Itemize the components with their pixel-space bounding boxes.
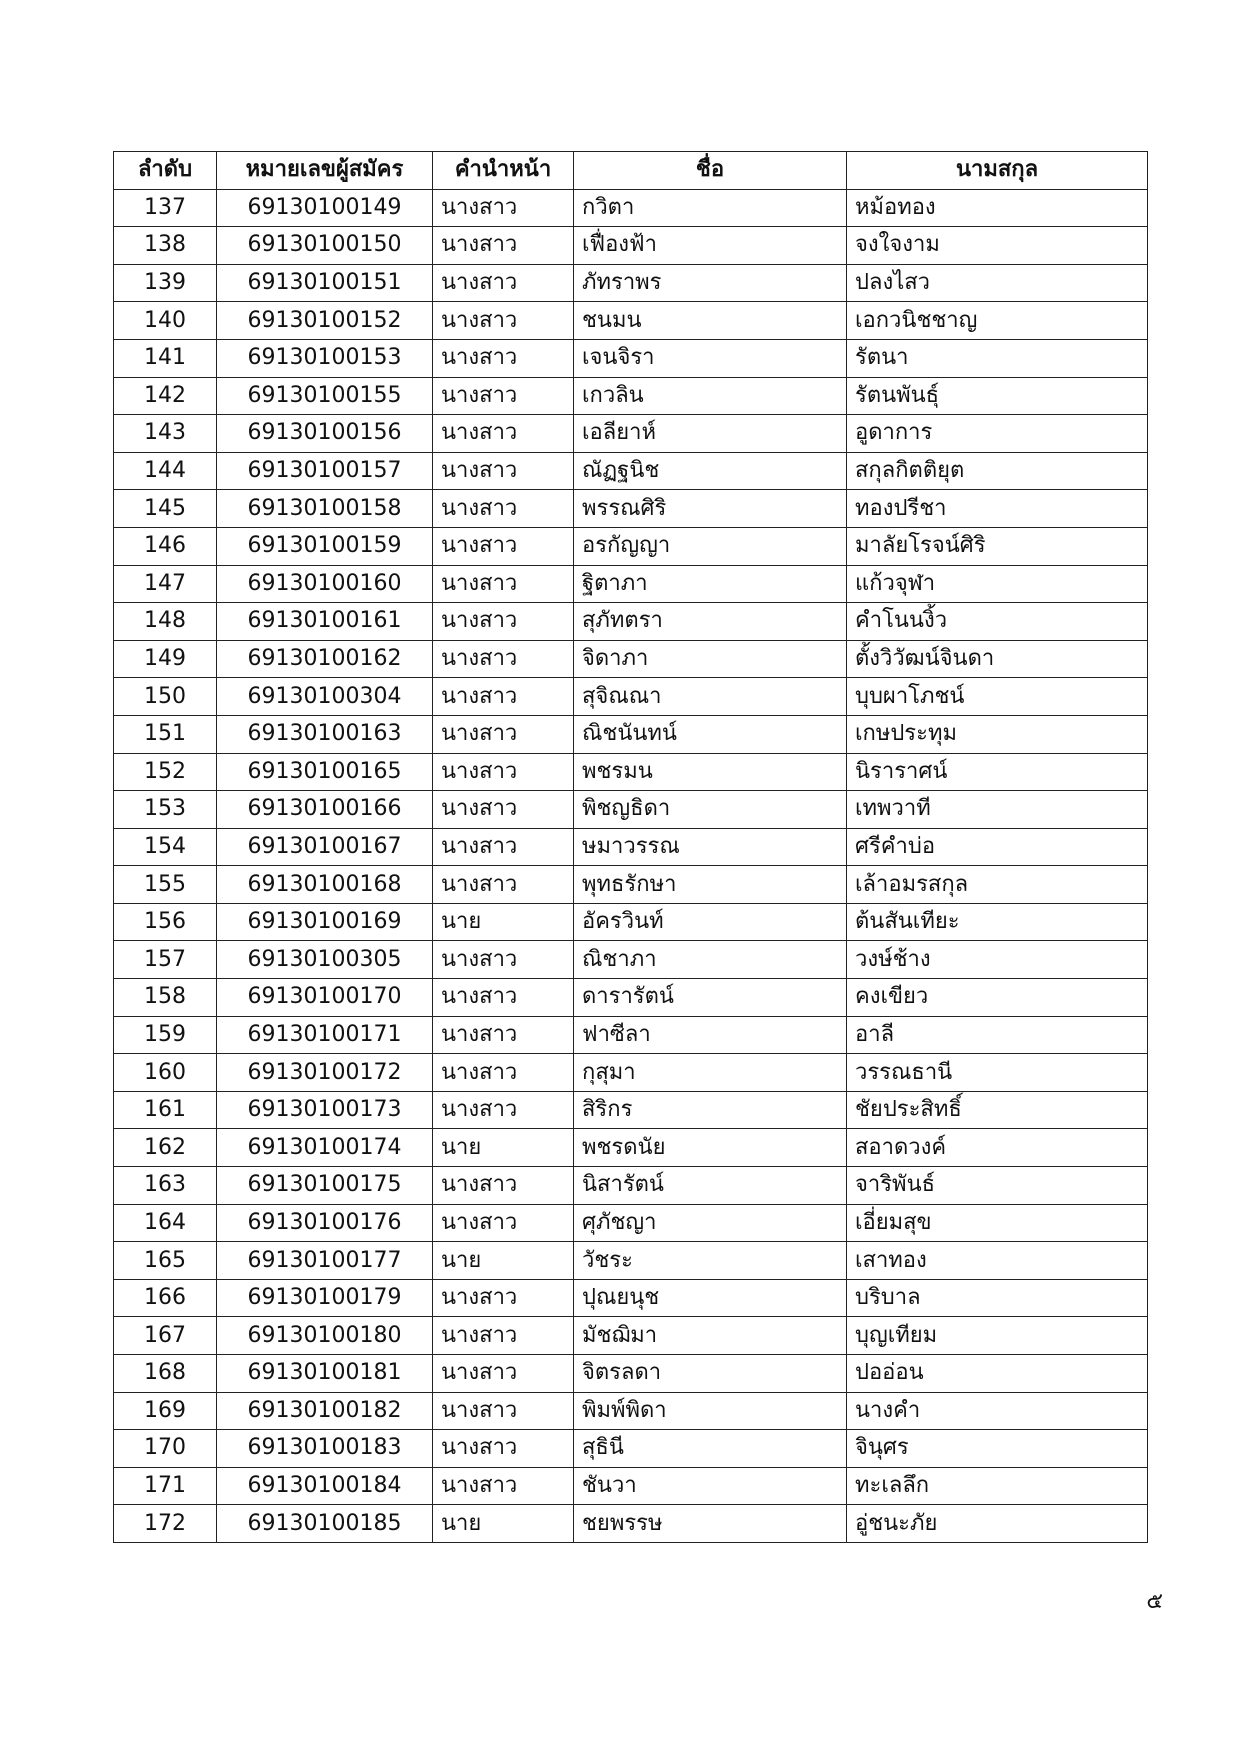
cell-applicant-number: 69130100182 (217, 1392, 433, 1430)
cell-applicant-number: 69130100181 (217, 1355, 433, 1393)
cell-order: 161 (114, 1091, 217, 1129)
cell-applicant-number: 69130100168 (217, 866, 433, 904)
cell-last-name: รัตนพันธุ์ (847, 377, 1148, 415)
cell-last-name: บุญเทียม (847, 1317, 1148, 1355)
cell-title: นางสาว (433, 1279, 574, 1317)
table-row (114, 753, 1148, 791)
cell-first-name: ณัฏฐนิช (574, 452, 847, 490)
cell-order: 158 (114, 979, 217, 1017)
cell-applicant-number: 69130100175 (217, 1167, 433, 1205)
cell-first-name: พิชญธิดา (574, 791, 847, 829)
cell-title: นางสาว (433, 1392, 574, 1430)
cell-first-name: จิดาภา (574, 640, 847, 678)
table-row (114, 1279, 1148, 1317)
cell-order: 138 (114, 227, 217, 265)
cell-applicant-number: 69130100185 (217, 1505, 433, 1543)
cell-title: นาย (433, 1505, 574, 1543)
cell-first-name: ปุณยนุช (574, 1279, 847, 1317)
cell-last-name: เอกวนิชชาญ (847, 302, 1148, 340)
applicant-table (113, 151, 1148, 1543)
cell-title: นางสาว (433, 1054, 574, 1092)
cell-order: 152 (114, 753, 217, 791)
table-row (114, 1016, 1148, 1054)
table-row (114, 941, 1148, 979)
cell-title: นางสาว (433, 527, 574, 565)
cell-first-name: เอลียาห์ (574, 415, 847, 453)
cell-first-name: เฟื่องฟ้า (574, 227, 847, 265)
cell-applicant-number: 69130100169 (217, 903, 433, 941)
table-row (114, 452, 1148, 490)
cell-order: 159 (114, 1016, 217, 1054)
cell-title: นางสาว (433, 603, 574, 641)
cell-last-name: หม้อทอง (847, 189, 1148, 227)
cell-last-name: ปลงไสว (847, 264, 1148, 302)
cell-applicant-number: 69130100304 (217, 678, 433, 716)
cell-order: 144 (114, 452, 217, 490)
cell-first-name: อรกัญญา (574, 527, 847, 565)
cell-first-name: สุภัทตรา (574, 603, 847, 641)
cell-title: นางสาว (433, 753, 574, 791)
cell-first-name: ดารารัตน์ (574, 979, 847, 1017)
cell-applicant-number: 69130100172 (217, 1054, 433, 1092)
table-row (114, 715, 1148, 753)
header-order: ลำดับ (114, 152, 217, 190)
cell-order: 154 (114, 828, 217, 866)
table-row (114, 866, 1148, 904)
cell-first-name: ชนมน (574, 302, 847, 340)
cell-title: นางสาว (433, 1430, 574, 1468)
cell-title: นางสาว (433, 1355, 574, 1393)
cell-first-name: กุสุมา (574, 1054, 847, 1092)
table-row (114, 227, 1148, 265)
table-row (114, 490, 1148, 528)
cell-applicant-number: 69130100166 (217, 791, 433, 829)
cell-order: 153 (114, 791, 217, 829)
table-row (114, 828, 1148, 866)
cell-last-name: ตั้งวิวัฒน์จินดา (847, 640, 1148, 678)
cell-last-name: จงใจงาม (847, 227, 1148, 265)
cell-last-name: เล้าอมรสกุล (847, 866, 1148, 904)
cell-first-name: จิตรลดา (574, 1355, 847, 1393)
cell-title: นางสาว (433, 1167, 574, 1205)
cell-last-name: บริบาล (847, 1279, 1148, 1317)
table-row (114, 1091, 1148, 1129)
table-row (114, 1204, 1148, 1242)
cell-last-name: เกษประทุม (847, 715, 1148, 753)
cell-order: 156 (114, 903, 217, 941)
cell-first-name: พิมพ์พิดา (574, 1392, 847, 1430)
table-row (114, 1392, 1148, 1430)
cell-title: นาย (433, 1129, 574, 1167)
cell-applicant-number: 69130100184 (217, 1467, 433, 1505)
cell-first-name: ณิชาภา (574, 941, 847, 979)
cell-last-name: ทองปรีชา (847, 490, 1148, 528)
cell-last-name: เสาทอง (847, 1242, 1148, 1280)
cell-last-name: ชัยประสิทธิ์ (847, 1091, 1148, 1129)
cell-last-name: อูดาการ (847, 415, 1148, 453)
table-row (114, 1467, 1148, 1505)
cell-applicant-number: 69130100150 (217, 227, 433, 265)
cell-order: 143 (114, 415, 217, 453)
table-row (114, 302, 1148, 340)
cell-title: นางสาว (433, 1204, 574, 1242)
table-row (114, 1242, 1148, 1280)
cell-title: นางสาว (433, 565, 574, 603)
cell-last-name: เอี่ยมสุข (847, 1204, 1148, 1242)
cell-order: 162 (114, 1129, 217, 1167)
header-title: คำนำหน้า (433, 152, 574, 190)
cell-first-name: วัชระ (574, 1242, 847, 1280)
cell-first-name: พุทธรักษา (574, 866, 847, 904)
table-row (114, 603, 1148, 641)
header-last-name: นามสกุล (847, 152, 1148, 190)
cell-first-name: กวิตา (574, 189, 847, 227)
cell-applicant-number: 69130100177 (217, 1242, 433, 1280)
cell-last-name: สอาดวงค์ (847, 1129, 1148, 1167)
table-row (114, 1355, 1148, 1393)
cell-title: นาย (433, 903, 574, 941)
cell-last-name: คำโนนงิ้ว (847, 603, 1148, 641)
cell-last-name: มาลัยโรจน์ศิริ (847, 527, 1148, 565)
cell-applicant-number: 69130100171 (217, 1016, 433, 1054)
cell-applicant-number: 69130100156 (217, 415, 433, 453)
table-row (114, 565, 1148, 603)
table-row (114, 1317, 1148, 1355)
cell-title: นางสาว (433, 866, 574, 904)
cell-applicant-number: 69130100151 (217, 264, 433, 302)
cell-title: นางสาว (433, 979, 574, 1017)
cell-first-name: สุจิณณา (574, 678, 847, 716)
cell-order: 168 (114, 1355, 217, 1393)
cell-applicant-number: 69130100305 (217, 941, 433, 979)
header-first-name: ชื่อ (574, 152, 847, 190)
cell-first-name: พรรณศิริ (574, 490, 847, 528)
cell-last-name: เทพวาที (847, 791, 1148, 829)
cell-first-name: พชรมน (574, 753, 847, 791)
table-body (114, 189, 1148, 1542)
cell-last-name: รัตนา (847, 339, 1148, 377)
cell-order: 155 (114, 866, 217, 904)
cell-last-name: วงษ์ช้าง (847, 941, 1148, 979)
table-row (114, 903, 1148, 941)
cell-applicant-number: 69130100173 (217, 1091, 433, 1129)
cell-title: นางสาว (433, 828, 574, 866)
cell-last-name: นิราราศน์ (847, 753, 1148, 791)
cell-first-name: ชยพรรษ (574, 1505, 847, 1543)
table-row (114, 339, 1148, 377)
cell-order: 167 (114, 1317, 217, 1355)
table-row (114, 415, 1148, 453)
cell-applicant-number: 69130100170 (217, 979, 433, 1017)
cell-order: 170 (114, 1430, 217, 1468)
cell-last-name: วรรณธานี (847, 1054, 1148, 1092)
cell-order: 160 (114, 1054, 217, 1092)
cell-title: นางสาว (433, 339, 574, 377)
cell-first-name: ฟาซีลา (574, 1016, 847, 1054)
cell-applicant-number: 69130100158 (217, 490, 433, 528)
cell-first-name: อัครวินท์ (574, 903, 847, 941)
cell-order: 137 (114, 189, 217, 227)
cell-first-name: ณิชนันทน์ (574, 715, 847, 753)
table-row (114, 1505, 1148, 1543)
cell-last-name: ต้นสันเทียะ (847, 903, 1148, 941)
cell-first-name: ษมาวรรณ (574, 828, 847, 866)
cell-applicant-number: 69130100152 (217, 302, 433, 340)
cell-last-name: นางคำ (847, 1392, 1148, 1430)
cell-order: 150 (114, 678, 217, 716)
cell-last-name: ศรีคำบ่อ (847, 828, 1148, 866)
table-row (114, 678, 1148, 716)
cell-last-name: สกุลกิตติยุต (847, 452, 1148, 490)
table-row (114, 640, 1148, 678)
cell-order: 139 (114, 264, 217, 302)
cell-applicant-number: 69130100174 (217, 1129, 433, 1167)
cell-first-name: พชรดนัย (574, 1129, 847, 1167)
cell-applicant-number: 69130100176 (217, 1204, 433, 1242)
table-row (114, 1430, 1148, 1468)
cell-title: นาย (433, 1242, 574, 1280)
cell-title: นางสาว (433, 227, 574, 265)
cell-applicant-number: 69130100153 (217, 339, 433, 377)
cell-order: 163 (114, 1167, 217, 1205)
cell-order: 146 (114, 527, 217, 565)
cell-last-name: อาลี (847, 1016, 1148, 1054)
table-row (114, 1054, 1148, 1092)
table-row (114, 377, 1148, 415)
cell-first-name: มัชฌิมา (574, 1317, 847, 1355)
cell-order: 151 (114, 715, 217, 753)
cell-first-name: ศุภัชญา (574, 1204, 847, 1242)
cell-last-name: แก้วจุฬา (847, 565, 1148, 603)
cell-last-name: คงเขียว (847, 979, 1148, 1017)
cell-title: นางสาว (433, 490, 574, 528)
table-header-row (114, 152, 1148, 190)
cell-applicant-number: 69130100155 (217, 377, 433, 415)
cell-title: นางสาว (433, 415, 574, 453)
header-applicant-number: หมายเลขผู้สมัคร (217, 152, 433, 190)
cell-first-name: สิริกร (574, 1091, 847, 1129)
cell-applicant-number: 69130100157 (217, 452, 433, 490)
cell-first-name: ฐิตาภา (574, 565, 847, 603)
cell-order: 149 (114, 640, 217, 678)
cell-first-name: ชันวา (574, 1467, 847, 1505)
cell-title: นางสาว (433, 302, 574, 340)
table-row (114, 1129, 1148, 1167)
cell-applicant-number: 69130100149 (217, 189, 433, 227)
cell-order: 164 (114, 1204, 217, 1242)
cell-order: 169 (114, 1392, 217, 1430)
cell-order: 147 (114, 565, 217, 603)
cell-first-name: นิสารัตน์ (574, 1167, 847, 1205)
cell-order: 171 (114, 1467, 217, 1505)
cell-applicant-number: 69130100161 (217, 603, 433, 641)
cell-applicant-number: 69130100160 (217, 565, 433, 603)
cell-title: นางสาว (433, 1091, 574, 1129)
table-row (114, 1167, 1148, 1205)
table-row (114, 527, 1148, 565)
cell-first-name: ภัทราพร (574, 264, 847, 302)
cell-title: นางสาว (433, 941, 574, 979)
cell-order: 145 (114, 490, 217, 528)
cell-last-name: จาริพันธ์ (847, 1167, 1148, 1205)
cell-applicant-number: 69130100159 (217, 527, 433, 565)
cell-title: นางสาว (433, 715, 574, 753)
cell-applicant-number: 69130100163 (217, 715, 433, 753)
cell-title: นางสาว (433, 791, 574, 829)
cell-title: นางสาว (433, 678, 574, 716)
table-row (114, 979, 1148, 1017)
cell-order: 166 (114, 1279, 217, 1317)
cell-applicant-number: 69130100183 (217, 1430, 433, 1468)
cell-order: 148 (114, 603, 217, 641)
table-row (114, 189, 1148, 227)
page-number: ๕ (1146, 1589, 1163, 1614)
cell-applicant-number: 69130100180 (217, 1317, 433, 1355)
cell-applicant-number: 69130100162 (217, 640, 433, 678)
cell-title: นางสาว (433, 189, 574, 227)
cell-order: 165 (114, 1242, 217, 1280)
cell-first-name: สุธินี (574, 1430, 847, 1468)
cell-order: 140 (114, 302, 217, 340)
cell-title: นางสาว (433, 1317, 574, 1355)
cell-title: นางสาว (433, 1467, 574, 1505)
cell-title: นางสาว (433, 452, 574, 490)
cell-title: นางสาว (433, 640, 574, 678)
cell-applicant-number: 69130100179 (217, 1279, 433, 1317)
cell-order: 172 (114, 1505, 217, 1543)
cell-first-name: เจนจิรา (574, 339, 847, 377)
cell-last-name: ปออ่อน (847, 1355, 1148, 1393)
cell-order: 142 (114, 377, 217, 415)
cell-last-name: อู่ชนะภัย (847, 1505, 1148, 1543)
cell-title: นางสาว (433, 377, 574, 415)
cell-order: 141 (114, 339, 217, 377)
cell-order: 157 (114, 941, 217, 979)
cell-title: นางสาว (433, 264, 574, 302)
table-row (114, 264, 1148, 302)
cell-last-name: ทะเลลึก (847, 1467, 1148, 1505)
cell-applicant-number: 69130100167 (217, 828, 433, 866)
cell-last-name: บุบผาโภชน์ (847, 678, 1148, 716)
cell-applicant-number: 69130100165 (217, 753, 433, 791)
cell-title: นางสาว (433, 1016, 574, 1054)
cell-first-name: เกวลิน (574, 377, 847, 415)
table-row (114, 791, 1148, 829)
cell-last-name: จินุศร (847, 1430, 1148, 1468)
